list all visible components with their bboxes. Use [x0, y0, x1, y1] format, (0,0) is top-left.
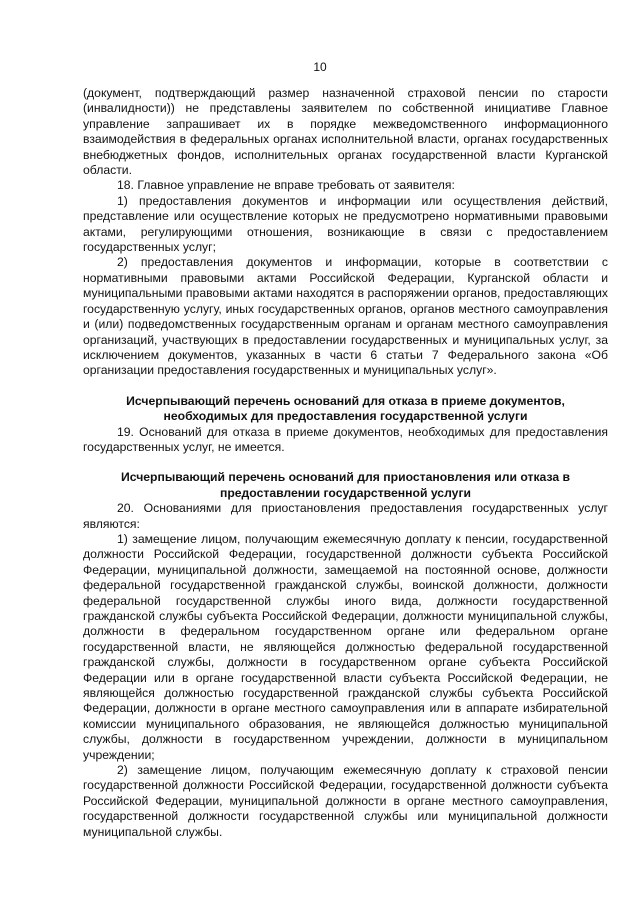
paragraph-18-item-2: 2) предоставления документов и информации, которые в соответствии с нормативными правовыми актами Российской Федерации, Курганской области и муниципальными правовыми актами находятся в распоряжении органов, предоставляющих государственную услугу, иных государственных органов, органов местного самоуправления и (или) подведомственных государственным органам и органам местного самоуправления организаций, участвующих в предоставлении государственных и муниципальных услуг, за исключением документов, указанных в части 6 статьи 7 Федерального закона «Об организации предоставления государственных и муниципальных услуг».: [83, 255, 608, 378]
paragraph-20: 20. Основаниями для приостановления предоставления государственных услуг являются:: [83, 501, 608, 531]
paragraph-continuation: (документ, подтверждающий размер назначенной страховой пенсии по старости (инвалидности)) не представлены заявителем по собственной инициативе Главное управление запрашивает их в порядке межведомственного информационного взаимодействия в федеральных органах исполнительной власти, органах государственных внебюджетных фондов, исполнительных органах государственной власти Курганской области.: [83, 86, 608, 178]
paragraph-20-item-2: 2) замещение лицом, получающим ежемесячную доплату к страховой пенсии государственной должности Российской Федерации, государственной должности субъекта Российской Федерации, муниципальной должности в органе местного самоуправления, государственной должности государственной службы или муниципальной должности муниципальной службы.: [83, 763, 608, 839]
paragraph-18-item-1: 1) предоставления документов и информации или осуществления действий, представление или осуществление которых не предусмотрено нормативными правовыми актами, регулирующими отношения, возникающие в связи с предоставлением государственных услуг;: [83, 193, 608, 255]
section-heading-suspension-refusal: Исчерпывающий перечень оснований для приостановления или отказа в предоставлении государственной услуги: [120, 470, 571, 500]
paragraph-20-item-1: 1) замещение лицом, получающим ежемесячную доплату к пенсии, государственной должности Российской Федерации, государственной должности субъекта Российской Федерации, муниципальной должности, замещаемой на постоянной основе, должности федеральной государственной гражданской службы, воинской должности, должности федеральной государственной службы иного вида, должности государственной гражданской службы субъекта Российской Федерации, должности муниципальной службы, должности в федеральном государственном органе или федеральном органе государственной власти, не являющейся должностью федеральной государственной гражданской службы, должности в государственном органе субъекта Российской Федерации или в органе государственной власти субъекта Российской Федерации, не являющейся должностью государственной гражданской службы субъекта Российской Федерации, должности в органе местного самоуправления или в аппарате избирательной комиссии муниципального образования, не являющейся должностью муниципальной службы, должности в государственном учреждении, должности в муниципальном учреждении;: [83, 531, 608, 762]
paragraph-18: 18. Главное управление не вправе требовать от заявителя:: [117, 178, 455, 193]
paragraph-19: 19. Оснований для отказа в приеме документов, необходимых для предоставления государственных услуг, не имеется.: [83, 424, 608, 454]
section-heading-refusal-acceptance: Исчерпывающий перечень оснований для отказа в приеме документов, необходимых для предоставления государственной услуги: [126, 393, 565, 424]
page-number: 10: [313, 60, 327, 74]
document-body: [83, 86, 608, 840]
